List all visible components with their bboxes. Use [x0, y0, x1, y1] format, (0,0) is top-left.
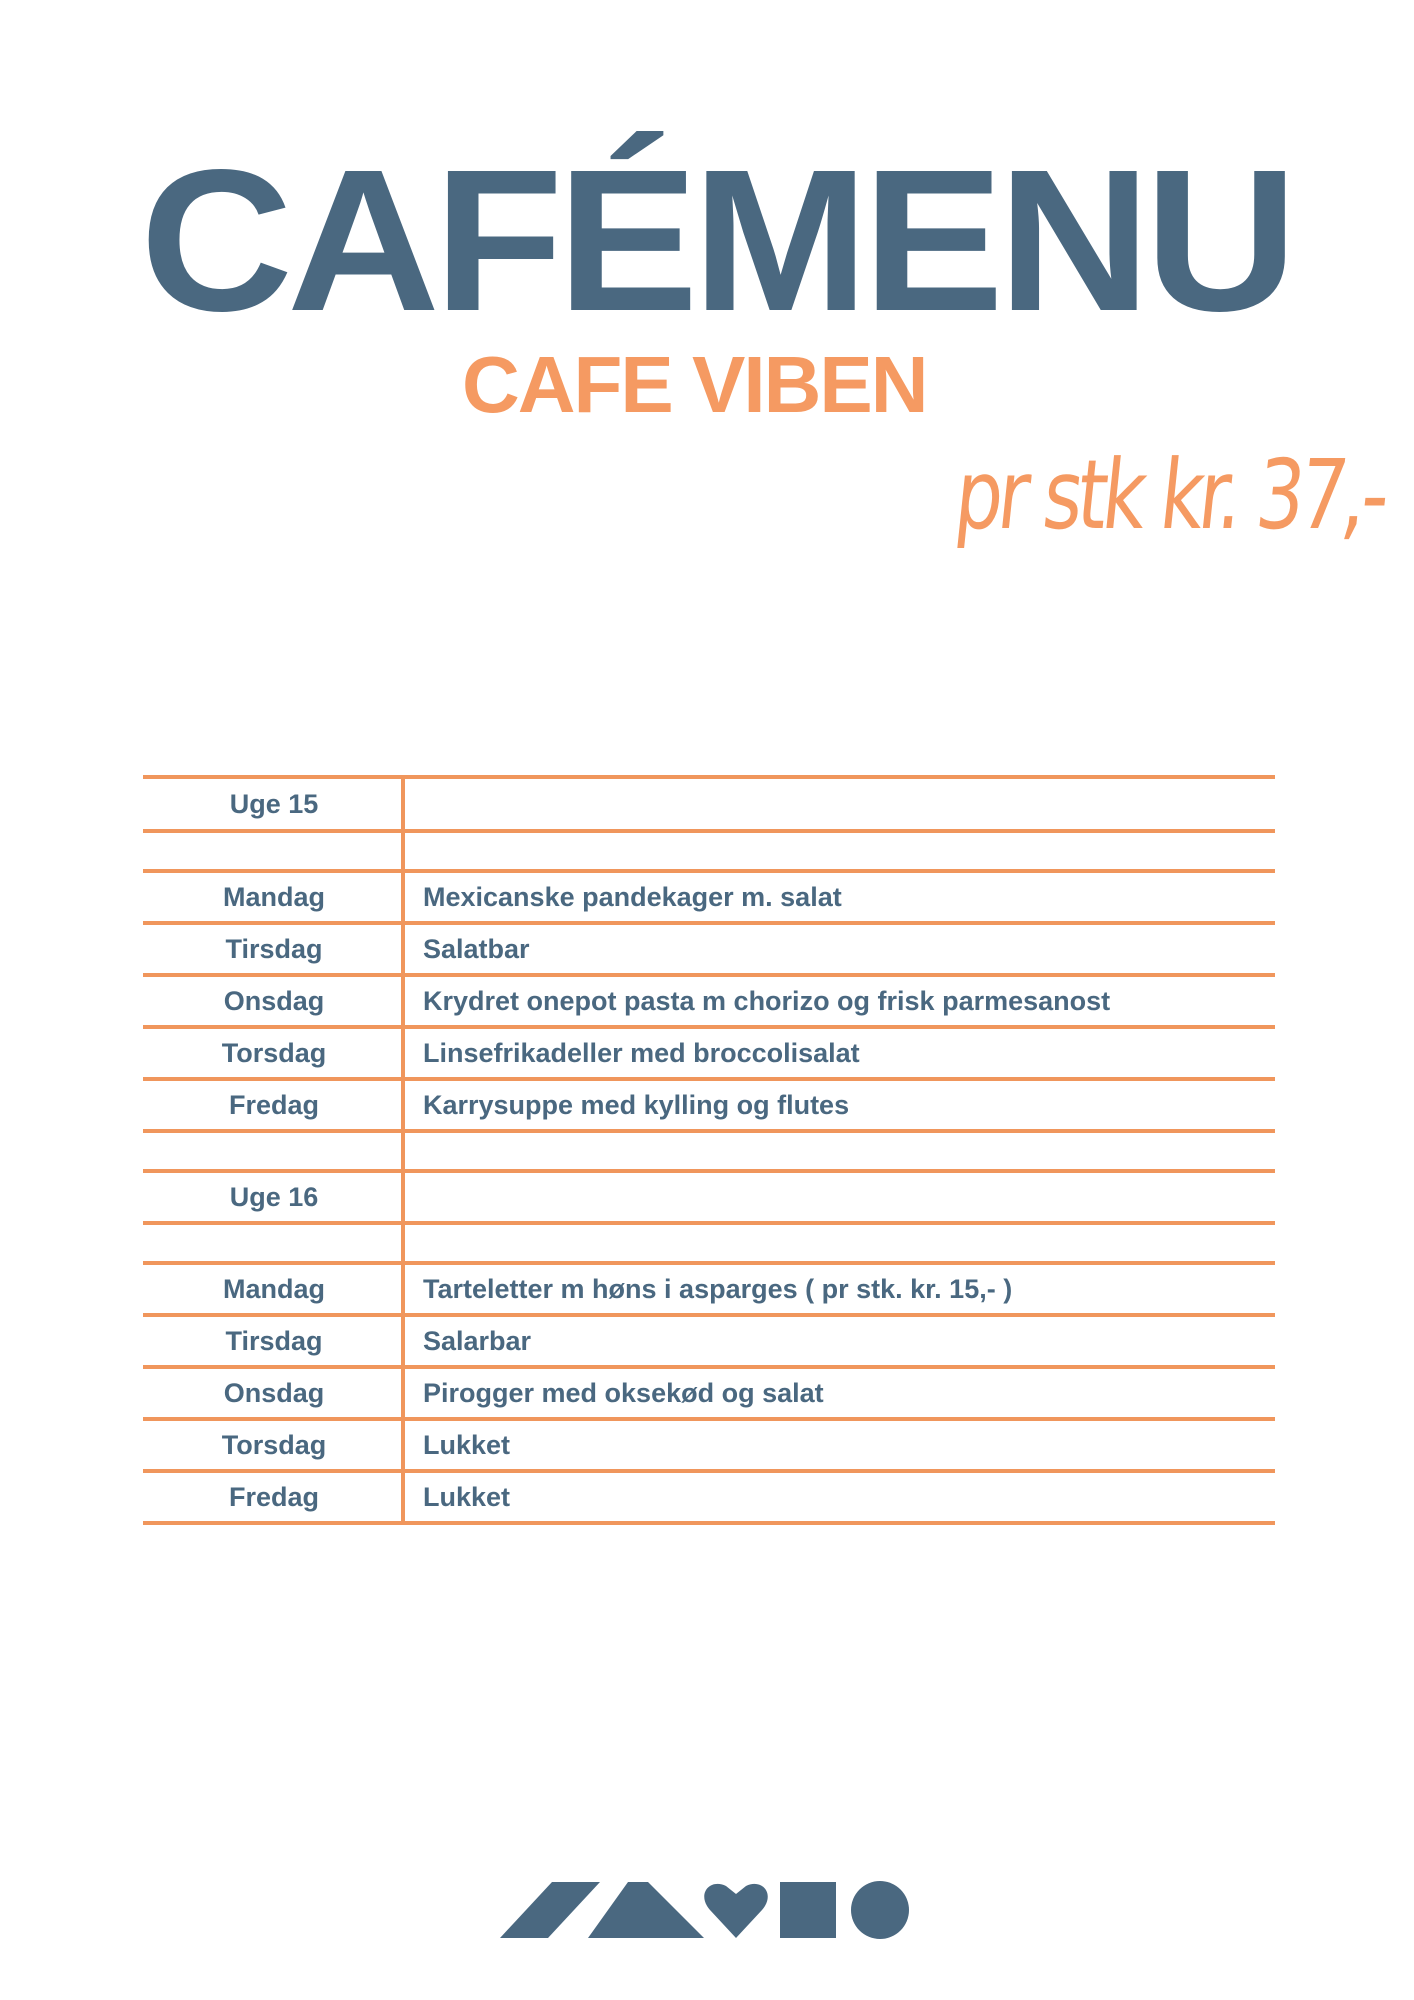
brand-logo — [500, 1880, 920, 1940]
heart-icon — [704, 1884, 767, 1938]
day-cell: Uge 15 — [229, 788, 319, 819]
table-row — [143, 1369, 1275, 1421]
table-row — [143, 925, 1275, 977]
table-row — [143, 1473, 1275, 1525]
day-cell: Onsdag — [223, 985, 325, 1016]
dish-cell: Mexicanske pandekager m. salat — [423, 881, 842, 912]
page-title: CAFÉMENU — [140, 127, 1292, 353]
table-row — [143, 1081, 1275, 1133]
day-cell: Torsdag — [221, 1429, 327, 1460]
table-row — [143, 833, 1275, 873]
circle-icon — [851, 1881, 909, 1939]
price-note: pr stk kr. 37,- — [950, 439, 1391, 551]
dish-cell: Pirogger med oksekød og salat — [423, 1377, 824, 1408]
table-row — [143, 1173, 1275, 1225]
table-row — [143, 1133, 1275, 1173]
parallelogram-icon — [500, 1882, 600, 1938]
dish-cell: Karrysuppe med kylling og flutes — [423, 1089, 850, 1120]
dish-cell: Linsefrikadeller med broccolisalat — [423, 1037, 860, 1068]
table-row — [143, 775, 1275, 833]
trapezoid-icon — [588, 1882, 704, 1938]
day-cell: Uge 16 — [229, 1181, 319, 1212]
dish-cell: Lukket — [423, 1481, 511, 1512]
day-cell: Fredag — [228, 1089, 320, 1120]
day-cell: Mandag — [222, 1273, 325, 1304]
square-icon — [780, 1882, 836, 1938]
table-row — [143, 977, 1275, 1029]
table-row — [143, 873, 1275, 925]
day-cell: Torsdag — [221, 1037, 327, 1068]
day-cell: Tirsdag — [225, 933, 323, 964]
table-row — [143, 1265, 1275, 1317]
cafe-name: CAFE VIBEN — [462, 340, 927, 429]
dish-cell: Salatbar — [423, 933, 530, 964]
day-cell: Fredag — [228, 1481, 320, 1512]
menu-table — [143, 775, 1275, 1525]
day-cell: Tirsdag — [225, 1325, 323, 1356]
day-cell: Onsdag — [223, 1377, 325, 1408]
dish-cell: Salarbar — [423, 1325, 532, 1356]
dish-cell: Tarteletter m høns i asparges ( pr stk. kr. 15,- ) — [423, 1273, 1013, 1304]
table-row — [143, 1317, 1275, 1369]
table-row — [143, 1225, 1275, 1265]
table-row — [143, 1421, 1275, 1473]
dish-cell: Krydret onepot pasta m chorizo og frisk parmesanost — [423, 985, 1111, 1016]
day-cell: Mandag — [222, 881, 325, 912]
dish-cell: Lukket — [423, 1429, 511, 1460]
table-row — [143, 1029, 1275, 1081]
